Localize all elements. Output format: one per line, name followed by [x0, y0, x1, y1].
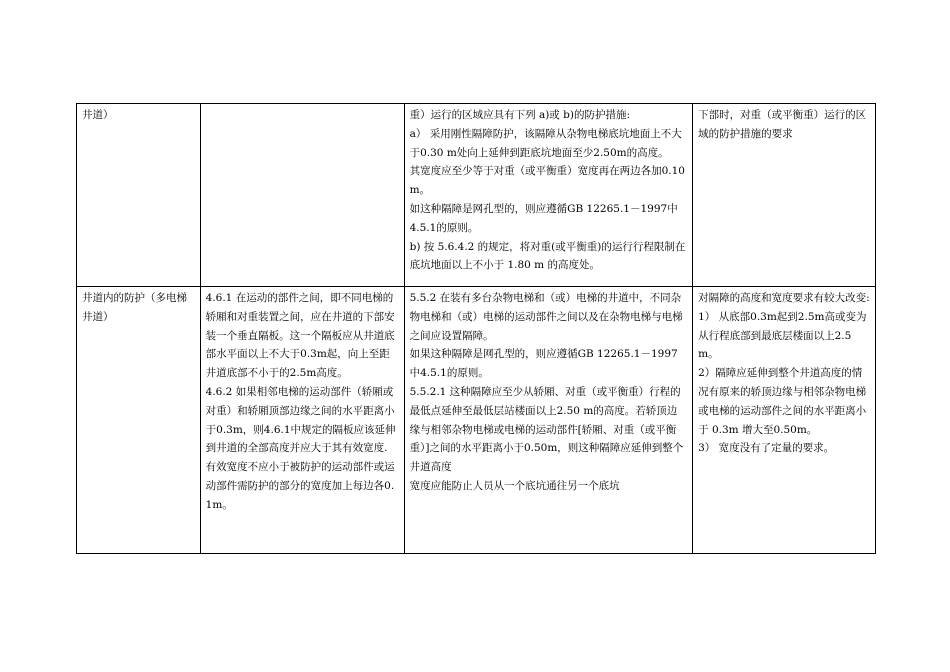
diff-paragraph: 1） 从底部0.3m起到2.5m高或变为从行程底部到最底层楼面以上2.5m。 — [698, 310, 867, 361]
gb-paragraph: 宽度应能防止人员从一个底坑通往另一个底坑 — [409, 479, 620, 492]
en81-cell — [200, 104, 404, 287]
item-cell — [77, 287, 201, 554]
diff-cell — [693, 104, 876, 287]
en81-paragraph: 4.6.2 如果相邻电梯的运动部件（轿厢或对重）和轿厢顶部边缘之间的水平距离小于0.3m，则4.6.1中规定的隔板应该延伸到井道的全部高度并应大于其有效宽度. — [205, 385, 396, 455]
item-text: 井道内的防护（多电梯井道） — [82, 292, 187, 323]
gb-cell — [404, 287, 693, 554]
diff-paragraph: 2）隔障应延伸到整个井道高度的情况有原来的轿顶边缘与相邻杂物电梯或电梯的运动部件之间的水平距离小于 0.3m 增大至0.50m。 — [698, 367, 867, 436]
diff-paragraph: 3） 宽度没有了定量的要求。 — [698, 442, 835, 455]
gb-paragraph: 5.5.2.1 这种隔障应至少从轿厢、对重（或平衡重）行程的最低点延伸至最低层站楼面以上2.50 m的高度。若轿顶边缘与相邻杂物电梯或电梯的运动部件[轿厢、对重（或平衡重）]之间的水平距离小于0.50m，则这种隔障应延伸到整个井道高度 — [409, 385, 684, 474]
diff-paragraph: 下部时，对重（或平衡重）运行的区域的防护措施的要求 — [698, 109, 867, 140]
item-cell — [77, 104, 201, 287]
diff-cell — [693, 287, 876, 554]
gb-paragraph: a） 采用刚性隔障防护，该隔障从杂物电梯底坑地面上不大于0.30 m处向上延伸到距底坑地面至少2.50m的高度。 — [409, 127, 682, 159]
comparison-table — [76, 103, 876, 554]
table-row — [77, 287, 876, 554]
en81-paragraph: 有效宽度不应小于被防护的运动部件或运动部件需防护的部分的宽度加上每边各0.1m。 — [205, 461, 395, 511]
gb-paragraph: 重）运行的区域应具有下列 a)或 b)的防护措施: — [409, 109, 630, 121]
gb-cell — [404, 104, 693, 287]
gb-paragraph: 如果这种隔障是网孔型的，则应遵循GB 12265.1－1997中4.5.1的原则。 — [409, 348, 678, 380]
diff-paragraph: 对隔障的高度和宽度要求有较大改变: — [698, 292, 870, 304]
table-row — [77, 104, 876, 287]
gb-paragraph: b) 按 5.6.4.2 的规定，将对重(或平衡重)的运行行程限制在底坑地面以上不小于 1.80 m 的高度处。 — [409, 240, 686, 272]
gb-paragraph: 如这种隔障是网孔型的，则应遵循GB 12265.1－1997中4.5.1的原则。 — [409, 202, 678, 234]
gb-paragraph: 其宽度应至少等于对重（或平衡重）宽度再在两边各加0.10 m。 — [409, 165, 685, 197]
item-text: 井道） — [82, 109, 114, 121]
en81-paragraph: 4.6.1 在运动的部件之间，即不同电梯的轿厢和对重装置之间，应在井道的下部安装一个垂直隔板。这一个隔板应从井道底部水平面以上不大于0.3m起，向上至距井道底部不小于的2.5m高度。 — [205, 292, 395, 380]
gb-paragraph: 5.5.2 在装有多台杂物电梯和（或）电梯的井道中，不同杂物电梯和（或）电梯的运动部件之间以及在杂物电梯与电梯之间应设置隔障。 — [409, 292, 683, 342]
en81-cell — [200, 287, 404, 554]
